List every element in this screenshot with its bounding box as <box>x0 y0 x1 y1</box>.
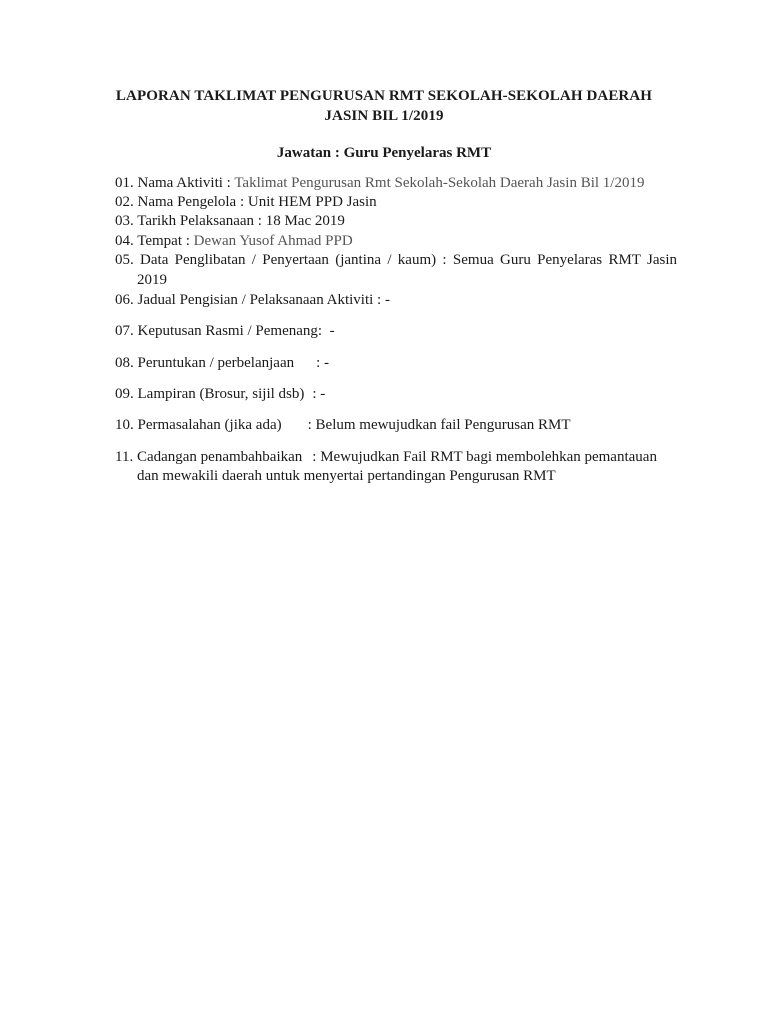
list-item-peruntukan <box>115 354 677 374</box>
item-value: Unit HEM PPD Jasin <box>247 194 377 210</box>
list-item-tempat <box>115 232 677 252</box>
item-value: : Belum mewujudkan fail Pengurusan RMT <box>307 417 571 433</box>
item-label: 05. Data Penglibatan / Penyertaan (jantina / kaum) : <box>115 252 453 268</box>
item-label: 09. Lampiran (Brosur, sijil dsb) <box>115 386 305 402</box>
item-value: - <box>329 323 335 339</box>
item-value: : - <box>312 386 326 402</box>
item-label: 07. Keputusan Rasmi / Pemenang: <box>115 323 323 339</box>
list-item-permasalahan <box>115 416 677 436</box>
item-label: 08. Peruntukan / perbelanjaan <box>115 355 295 371</box>
item-label: 04. Tempat : <box>115 233 190 249</box>
list-item-cadangan <box>115 448 677 468</box>
item-value: - <box>384 292 390 308</box>
item-value: Taklimat Pengurusan Rmt Sekolah-Sekolah Daerah Jasin Bil 1/2019 <box>234 175 645 191</box>
item-value: 18 Mac 2019 <box>265 213 345 229</box>
item-value: : Mewujudkan Fail RMT bagi membolehkan pemantauan <box>312 449 657 465</box>
item-label: 11. Cadangan penambahbaikan <box>115 449 303 465</box>
item-value: Dewan Yusof Ahmad PPD <box>193 233 353 249</box>
report-subtitle: Jawatan : Guru Penyelaras RMT <box>276 145 492 161</box>
item-label: 03. Tarikh Pelaksanaan : <box>115 213 266 229</box>
list-item-data-penglibatan <box>115 251 677 290</box>
list-item-nama-aktiviti <box>115 174 677 194</box>
list-item-jadual-pengisian <box>115 291 677 311</box>
item-label: 01. Nama Aktiviti : <box>115 175 231 191</box>
list-item-cadangan-continued <box>137 467 699 487</box>
item-value-line-2: dan mewakili daerah untuk menyertai pertandingan Pengurusan RMT <box>137 468 556 484</box>
item-label: 10. Permasalahan (jika ada) <box>115 417 282 433</box>
list-item-keputusan-rasmi <box>115 322 677 342</box>
report-title-line-2: JASIN BIL 1/2019 <box>324 108 444 124</box>
item-label: 06. Jadual Pengisian / Pelaksanaan Aktiviti : <box>115 292 385 308</box>
list-item-lampiran <box>115 385 677 405</box>
item-label: 02. Nama Pengelola : <box>115 194 248 210</box>
report-title-line-1: LAPORAN TAKLIMAT PENGURUSAN RMT SEKOLAH-SEKOLAH DAERAH <box>115 88 653 104</box>
item-value: : - <box>316 355 330 371</box>
list-item-nama-pengelola <box>115 193 677 213</box>
item-value: Semua Guru Penyelaras RMT Jasin 2019 <box>137 252 677 288</box>
list-item-tarikh-pelaksanaan <box>115 212 677 232</box>
